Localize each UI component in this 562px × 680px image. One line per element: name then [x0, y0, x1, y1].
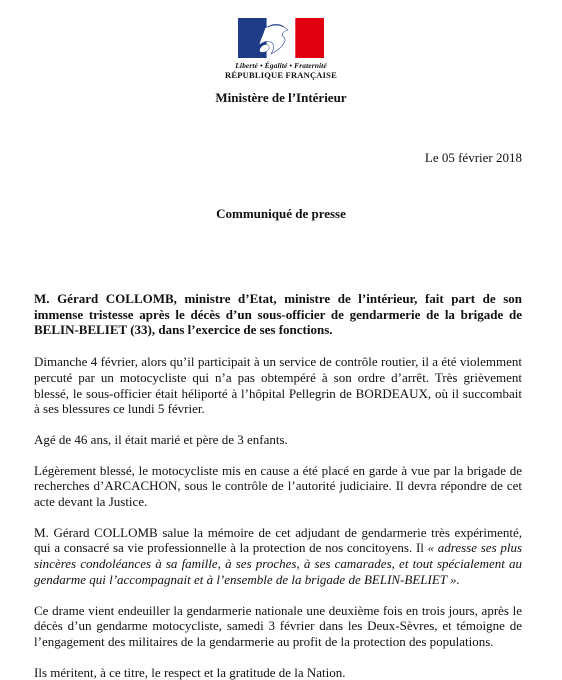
paragraph-victim: Agé de 46 ans, il était marié et père de 3 enfants.: [34, 431, 288, 447]
paragraph-suspect: Légèrement blessé, le motocycliste mis en cause a été placé en garde à vue par la brigade de recherches d’ARCACHON, sous le contrôle de l’autorité judiciaire. Il devra répondre de cet acte devant la Justice.: [34, 462, 522, 510]
lead-paragraph: M. Gérard COLLOMB, ministre d’Etat, ministre de l’intérieur, fait part de son immense tristesse après le décès d’un sous-officier de gendarmerie de la brigade de BELIN-BELIET (33), dans l’exercice de ses fonctions.: [34, 291, 522, 338]
paragraph-tribute: [34, 525, 522, 588]
document-title: Communiqué de presse: [216, 206, 346, 221]
paragraph-closing: Ils méritent, à ce titre, le respect et la gratitude de la Nation.: [34, 664, 346, 680]
marianne-flag-icon: [238, 18, 324, 58]
republic-name: RÉPUBLIQUE FRANÇAISE: [225, 70, 337, 80]
tribute-text: M. Gérard COLLOMB salue la mémoire de cet adjudant de gendarmerie très expérimenté, qui a consacré sa vie professionnelle à la protection de nos concitoyens. Il: [34, 524, 522, 556]
tribute-quote: « adresse ses plus sincères condoléances à sa famille, à ses proches, à ses camarades, et tout spécialement au gendarme qui l’accompagnait et à l’ensemble de la brigade de BELIN-BELIET ».: [34, 540, 522, 587]
ministry-name: Ministère de l’Intérieur: [215, 90, 347, 105]
press-release-body: [34, 291, 522, 680]
document-date: Le 05 février 2018: [424, 150, 522, 165]
paragraph-incident: Dimanche 4 février, alors qu’il participait à un service de contrôle routier, il a été violemment percuté par un motocycliste qui n’a pas obtempéré à son ordre d’arrêt. Très grièvement blessé, le sous-officier était héliporté à l’hôpital Pellegrin de BORDEAUX, où il succombait à ses blessures ce lundi 5 février.: [34, 354, 522, 417]
republique-francaise-logo: [220, 18, 342, 80]
republic-motto: Liberté • Égalité • Fraternité: [235, 61, 327, 70]
paragraph-context: Ce drame vient endeuiller la gendarmerie nationale une deuxième fois en trois jours, après le décès d’un gendarme motocycliste, samedi 3 février dans les Deux-Sèvres, et témoigne de l’engagement des militaires de la gendarmerie au profit de la protection des populations.: [34, 602, 522, 649]
